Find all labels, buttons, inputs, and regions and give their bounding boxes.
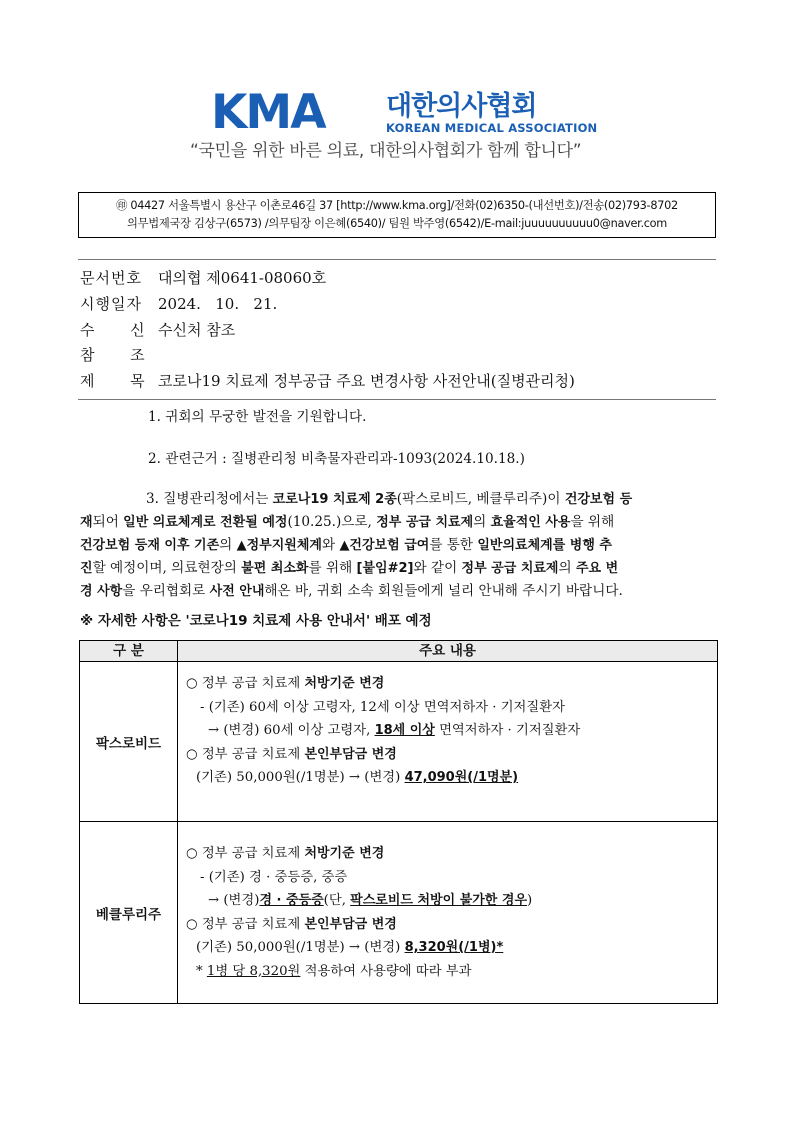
subject-label: 제 목 bbox=[80, 372, 146, 390]
subject: 코로나19 치료제 정부공급 주요 변경사항 사전안내(질병관리청) bbox=[158, 372, 575, 390]
table-row bbox=[80, 662, 718, 822]
table-header-row bbox=[80, 641, 718, 662]
notice: ※ 자세한 사항은 '코로나19 치료제 사용 안내서' 배포 예정 bbox=[80, 613, 432, 629]
reference-label: 참 조 bbox=[80, 346, 146, 364]
slogan: “국민을 위한 바른 의료, 대한의사협회가 함께 합니다” bbox=[190, 141, 582, 161]
org-name-en: KOREAN MEDICAL ASSOCIATION bbox=[386, 121, 598, 135]
org-name-ko: 대한의사협회 bbox=[386, 91, 537, 122]
changes-table bbox=[79, 640, 718, 1004]
contact-line-2: 의무법제국장 김상구(6573) /의무팀장 이은혜(6540)/ 팀원 박주영(6542)/E-mail:juuuuuuuuuu0@naver.com bbox=[127, 217, 667, 230]
header-category: 구 분 bbox=[80, 641, 178, 662]
contact-box bbox=[78, 192, 716, 238]
header-content: 주요 내용 bbox=[178, 641, 718, 662]
category-cell: 베클루리주 bbox=[80, 822, 178, 1004]
paragraph-2: 2. 관련근거 : 질병관리청 비축물자관리과-1093(2024.10.18.) bbox=[148, 451, 525, 467]
recipient: 수신처 참조 bbox=[158, 321, 236, 339]
recipient-row bbox=[80, 320, 235, 340]
subject-row bbox=[80, 371, 575, 391]
date-label: 시행일자 bbox=[80, 295, 142, 313]
reference-row bbox=[80, 345, 158, 365]
doc-number-row bbox=[80, 268, 326, 288]
paragraph-1: 1. 귀회의 무궁한 발전을 기원합니다. bbox=[148, 409, 367, 425]
date-row bbox=[80, 294, 277, 314]
doc-number: 대의협 제0641-08060호 bbox=[158, 269, 327, 287]
date: 2024. 10. 21. bbox=[158, 295, 278, 313]
table-row bbox=[80, 822, 718, 1004]
divider-bottom bbox=[78, 399, 716, 400]
doc-number-label: 문서번호 bbox=[80, 269, 142, 287]
paragraph-3: 3. 질병관리청에서는 코로나19 치료제 2종(팍스로비드, 베클루리주)이 건강보험 등 재되어 일반 의료체계로 전환될 예정(10.25.)으로, 정부 공급 치료제의 효율적인 사용을 위해 건강보험 등재 이후 기존의 ▲정부지원체계와 ▲건강보험 급여를 통한 일반의료체계를 병행 추 진할 예정이며, 의료현장의 불편 최소화를 위해 [붙임#2]와 같이 정부 공급 치료제의 주요 변 경 사항을 우리협회로 사전 안내해온 바, 귀회 소속 회원들에게 널리 안내해 주시기 바랍니다. bbox=[80, 491, 633, 599]
content-cell: ○ 정부 공급 치료제 처방기준 변경 - (기존) 경 · 중등증, 중증 → (변경)경 · 중등증(단, 팍스로비드 처방이 불가한 경우) ○ 정부 공급 치료제 본인부담금 변경 (기존) 50,000원(/1명분) → (변경) 8,320원(/1병)* * 1병 당 8,320원 적용하여 사용량에 따라 부과 bbox=[178, 822, 718, 1004]
kma-logo: KMA bbox=[211, 85, 325, 140]
contact-line-1: ㊞ 04427 서울특별시 용산구 이촌로46길 37 [http://www.kma.org]/전화(02)6350-(내선번호)/전송(02)793-8702 bbox=[116, 199, 678, 212]
content-cell: ○ 정부 공급 치료제 처방기준 변경 - (기존) 60세 이상 고령자, 12세 이상 면역저하자 · 기저질환자 → (변경) 60세 이상 고령자, 18세 이상 면역저하자 · 기저질환자 ○ 정부 공급 치료제 본인부담금 변경 (기존) 50,000원(/1명분) → (변경) 47,090원(/1명분) bbox=[178, 662, 718, 822]
divider-top bbox=[78, 259, 716, 260]
recipient-label: 수 신 bbox=[80, 321, 146, 339]
category-cell: 팍스로비드 bbox=[80, 662, 178, 822]
